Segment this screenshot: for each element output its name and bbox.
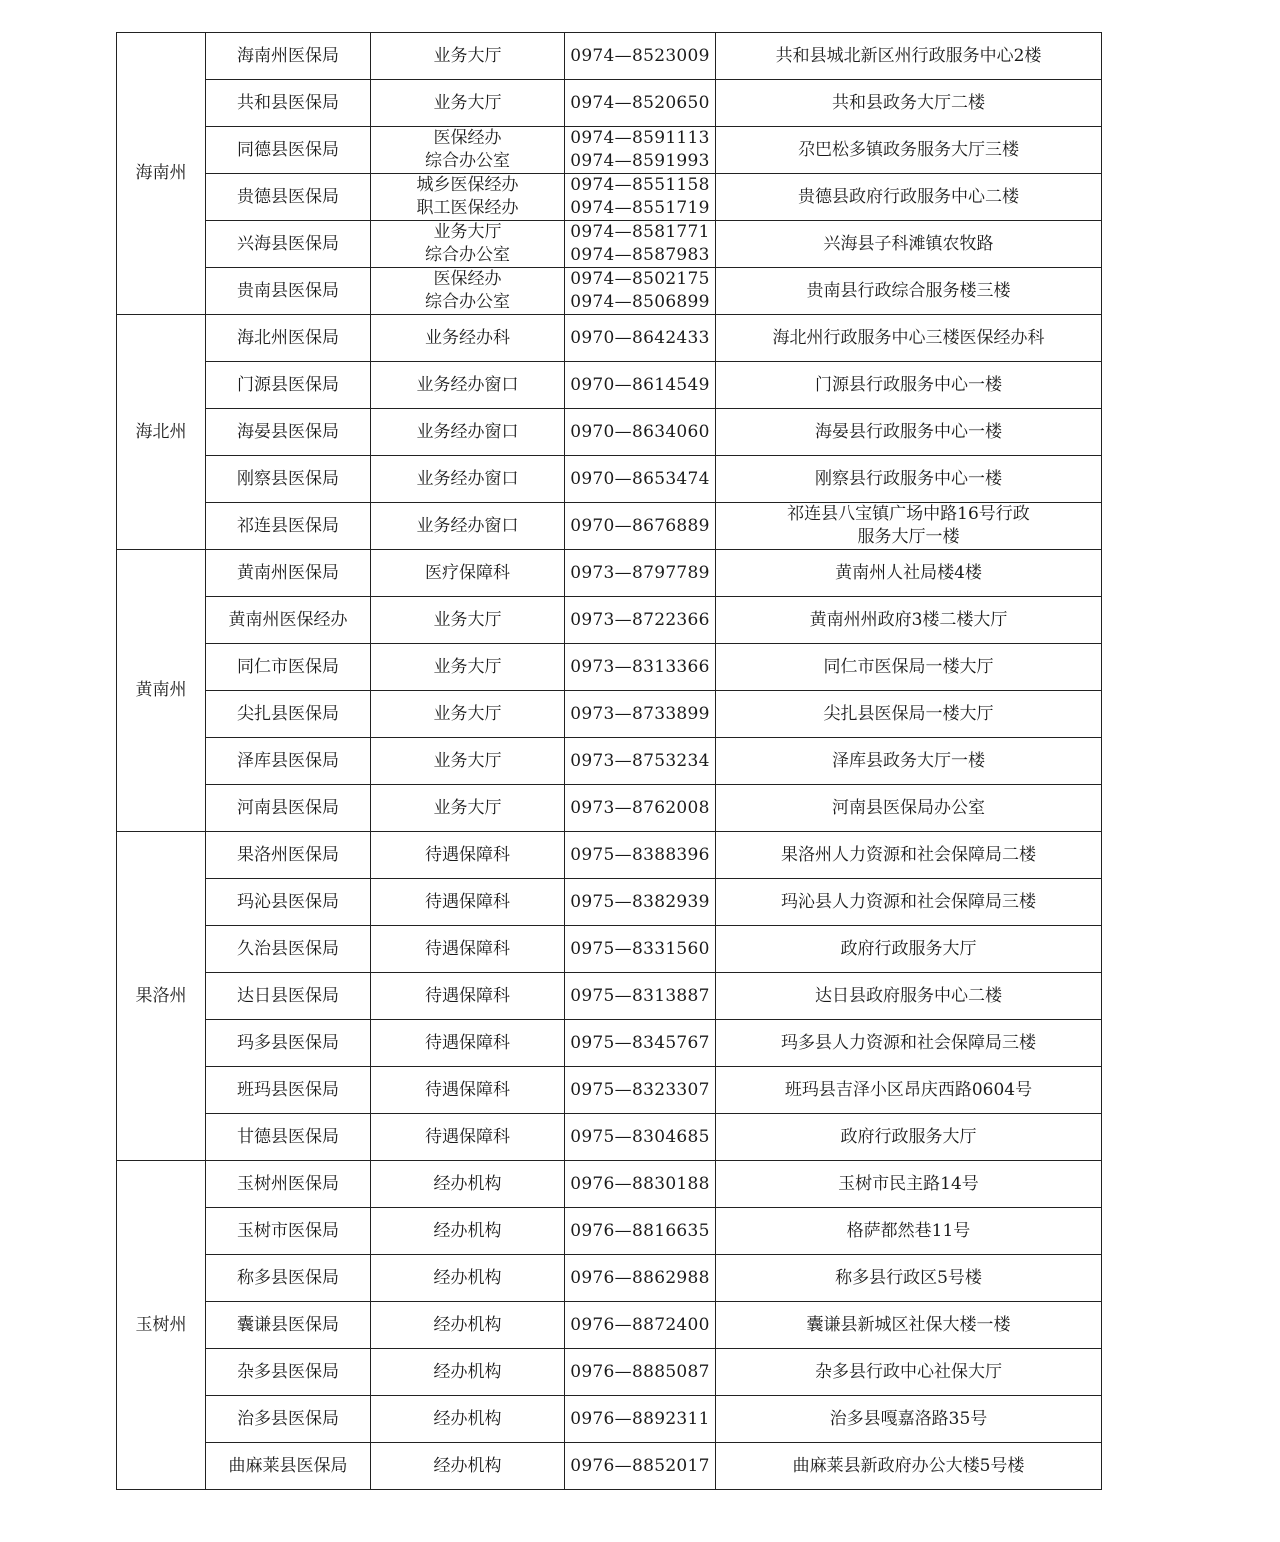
table-row [117, 1067, 1102, 1114]
table-row [117, 268, 1102, 315]
phone-cell-line: 0973—8313366 [570, 656, 710, 677]
phone-cell-line: 0974—8591993 [570, 151, 710, 171]
table-row [117, 1208, 1102, 1255]
address-cell-line: 门源县行政服务中心一楼 [815, 374, 1002, 395]
dept-cell [371, 33, 565, 80]
address-cell [716, 1114, 1102, 1161]
address-cell-line: 果洛州人力资源和社会保障局二楼 [781, 844, 1036, 865]
org-cell: 兴海县医保局 [206, 221, 371, 268]
dept-cell-line: 待遇保障科 [425, 938, 510, 959]
region-cell: 海北州 [117, 315, 206, 550]
phone-cell [565, 550, 716, 597]
phone-cell-line: 0974—8551158 [570, 175, 710, 195]
phone-cell-line: 0970—8614549 [570, 374, 710, 395]
table-row [117, 362, 1102, 409]
address-cell-line: 治多县嘎嘉洛路35号 [829, 1408, 988, 1429]
phone-cell [565, 691, 716, 738]
address-cell [716, 926, 1102, 973]
dept-cell-line: 业务经办窗口 [416, 515, 519, 536]
phone-cell-line: 0975—8331560 [570, 938, 710, 959]
table-row [117, 691, 1102, 738]
org-cell: 玛多县医保局 [206, 1020, 371, 1067]
region-cell: 海南州 [117, 33, 206, 315]
dept-cell [371, 1208, 565, 1255]
address-cell-line: 共和县政务大厅二楼 [832, 92, 985, 113]
dept-cell-line: 经办机构 [433, 1408, 502, 1429]
phone-cell-line: 0973—8733899 [570, 703, 710, 724]
address-cell-line: 称多县行政区5号楼 [835, 1267, 982, 1288]
dept-cell-line: 综合办公室 [425, 151, 510, 171]
org-cell: 久治县医保局 [206, 926, 371, 973]
phone-cell-line: 0974—8551719 [570, 198, 710, 218]
dept-cell [371, 80, 565, 127]
address-cell [716, 127, 1102, 174]
org-cell: 泽库县医保局 [206, 738, 371, 785]
address-cell-line: 达日县政府服务中心二楼 [815, 985, 1002, 1006]
address-cell [716, 268, 1102, 315]
dept-cell-line: 业务经办科 [425, 327, 510, 348]
address-cell [716, 1443, 1102, 1490]
org-cell: 杂多县医保局 [206, 1349, 371, 1396]
address-cell [716, 409, 1102, 456]
table-row [117, 1443, 1102, 1490]
table-row [117, 1349, 1102, 1396]
dept-cell-line: 待遇保障科 [425, 1079, 510, 1100]
dept-cell-line: 城乡医保经办 [416, 175, 519, 195]
address-cell-line: 海晏县行政服务中心一楼 [815, 421, 1002, 442]
dept-cell [371, 1396, 565, 1443]
address-cell [716, 1349, 1102, 1396]
table-row [117, 80, 1102, 127]
dept-cell [371, 174, 565, 221]
address-cell-line: 玛多县人力资源和社会保障局三楼 [781, 1032, 1036, 1053]
dept-cell [371, 550, 565, 597]
address-cell-line: 服务大厅一楼 [857, 527, 960, 547]
table-row [117, 926, 1102, 973]
org-cell: 达日县医保局 [206, 973, 371, 1020]
dept-cell [371, 1020, 565, 1067]
address-cell-line: 政府行政服务大厅 [840, 938, 977, 959]
phone-cell-line: 0974—8581771 [570, 222, 710, 242]
address-cell [716, 1067, 1102, 1114]
table-row [117, 33, 1102, 80]
phone-cell [565, 409, 716, 456]
phone-cell-line: 0974—8591113 [570, 128, 710, 148]
phone-cell [565, 1396, 716, 1443]
region-cell: 玉树州 [117, 1161, 206, 1490]
address-cell-line: 泽库县政务大厅一楼 [832, 750, 985, 771]
phone-cell-line: 0973—8762008 [570, 797, 710, 818]
phone-cell [565, 33, 716, 80]
org-cell: 玉树市医保局 [206, 1208, 371, 1255]
dept-cell-line: 待遇保障科 [425, 844, 510, 865]
address-cell-line: 贵南县行政综合服务楼三楼 [806, 280, 1011, 301]
dept-cell-line: 医保经办 [433, 128, 502, 148]
address-cell-line: 兴海县子科滩镇农牧路 [823, 233, 994, 254]
dept-cell [371, 1302, 565, 1349]
phone-cell [565, 1349, 716, 1396]
table-row [117, 550, 1102, 597]
phone-cell [565, 362, 716, 409]
dept-cell [371, 362, 565, 409]
table-row [117, 1114, 1102, 1161]
phone-cell [565, 785, 716, 832]
table-row [117, 174, 1102, 221]
phone-cell [565, 879, 716, 926]
org-cell: 称多县医保局 [206, 1255, 371, 1302]
phone-cell-line: 0970—8642433 [570, 327, 710, 348]
address-cell [716, 738, 1102, 785]
address-cell-line: 玛沁县人力资源和社会保障局三楼 [781, 891, 1036, 912]
address-cell-line: 尕巴松多镇政务服务大厅三楼 [798, 139, 1019, 160]
phone-cell [565, 1161, 716, 1208]
phone-cell-line: 0975—8382939 [570, 891, 710, 912]
phone-cell-line: 0976—8892311 [570, 1408, 710, 1429]
dept-cell [371, 268, 565, 315]
phone-cell-line: 0976—8852017 [570, 1455, 710, 1476]
dept-cell [371, 1067, 565, 1114]
address-cell-line: 曲麻莱县新政府办公大楼5号楼 [792, 1455, 1025, 1476]
region-cell: 果洛州 [117, 832, 206, 1161]
address-cell-line: 格萨都然巷11号 [846, 1220, 971, 1241]
dept-cell-line: 经办机构 [433, 1455, 502, 1476]
dept-cell-line: 经办机构 [433, 1314, 502, 1335]
dept-cell [371, 785, 565, 832]
phone-cell [565, 1208, 716, 1255]
dept-cell-line: 医疗保障科 [425, 562, 510, 583]
table-row [117, 1396, 1102, 1443]
org-cell: 海北州医保局 [206, 315, 371, 362]
dept-cell [371, 644, 565, 691]
dept-cell [371, 1114, 565, 1161]
phone-cell [565, 268, 716, 315]
phone-cell [565, 1067, 716, 1114]
dept-cell-line: 业务经办窗口 [416, 421, 519, 442]
dept-cell-line: 业务大厅 [433, 92, 502, 113]
org-cell: 门源县医保局 [206, 362, 371, 409]
address-cell-line: 尖扎县医保局一楼大厅 [823, 703, 994, 724]
dept-cell-line: 业务经办窗口 [416, 374, 519, 395]
address-cell [716, 1302, 1102, 1349]
contact-table-body [117, 33, 1102, 1490]
phone-cell-line: 0974—8502175 [570, 269, 710, 289]
address-cell-line: 政府行政服务大厅 [840, 1126, 977, 1147]
address-cell [716, 879, 1102, 926]
address-cell-line: 玉树市民主路14号 [838, 1173, 979, 1194]
region-cell: 黄南州 [117, 550, 206, 832]
phone-cell-line: 0976—8816635 [570, 1220, 710, 1241]
table-row [117, 785, 1102, 832]
table-row [117, 832, 1102, 879]
address-cell-line: 河南县医保局办公室 [832, 797, 985, 818]
dept-cell-line: 经办机构 [433, 1267, 502, 1288]
dept-cell-line: 业务大厅 [433, 45, 502, 66]
org-cell: 曲麻莱县医保局 [206, 1443, 371, 1490]
phone-cell-line: 0973—8753234 [570, 750, 710, 771]
address-cell [716, 503, 1102, 550]
address-cell [716, 1208, 1102, 1255]
org-cell: 尖扎县医保局 [206, 691, 371, 738]
dept-cell [371, 1255, 565, 1302]
dept-cell [371, 691, 565, 738]
dept-cell-line: 业务大厅 [433, 750, 502, 771]
table-row [117, 503, 1102, 550]
org-cell: 河南县医保局 [206, 785, 371, 832]
phone-cell-line: 0973—8722366 [570, 609, 710, 630]
phone-cell [565, 315, 716, 362]
address-cell-line: 黄南州州政府3楼二楼大厅 [809, 609, 1008, 630]
dept-cell-line: 业务大厅 [433, 222, 502, 242]
phone-cell [565, 644, 716, 691]
address-cell [716, 785, 1102, 832]
phone-cell [565, 1020, 716, 1067]
dept-cell-line: 待遇保障科 [425, 985, 510, 1006]
phone-cell [565, 1443, 716, 1490]
phone-cell [565, 1302, 716, 1349]
phone-cell [565, 221, 716, 268]
address-cell [716, 33, 1102, 80]
phone-cell-line: 0975—8388396 [570, 844, 710, 865]
phone-cell [565, 503, 716, 550]
table-row [117, 644, 1102, 691]
address-cell-line: 共和县城北新区州行政服务中心2楼 [775, 45, 1042, 66]
org-cell: 贵南县医保局 [206, 268, 371, 315]
dept-cell-line: 业务大厅 [433, 656, 502, 677]
phone-cell-line: 0976—8885087 [570, 1361, 710, 1382]
address-cell-line: 黄南州人社局楼4楼 [835, 562, 982, 583]
dept-cell [371, 221, 565, 268]
address-cell [716, 644, 1102, 691]
dept-cell-line: 业务大厅 [433, 797, 502, 818]
phone-cell [565, 1114, 716, 1161]
phone-cell-line: 0974—8520650 [570, 92, 710, 113]
org-cell: 海南州医保局 [206, 33, 371, 80]
address-cell [716, 550, 1102, 597]
org-cell: 班玛县医保局 [206, 1067, 371, 1114]
phone-cell-line: 0970—8653474 [570, 468, 710, 489]
address-cell [716, 597, 1102, 644]
phone-cell-line: 0970—8634060 [570, 421, 710, 442]
address-cell [716, 80, 1102, 127]
phone-cell-line: 0975—8313887 [570, 985, 710, 1006]
address-cell-line: 贵德县政府行政服务中心二楼 [798, 186, 1019, 207]
table-row [117, 127, 1102, 174]
dept-cell [371, 597, 565, 644]
phone-cell [565, 127, 716, 174]
table-row [117, 221, 1102, 268]
address-cell-line: 班玛县吉泽小区昂庆西路0604号 [784, 1079, 1033, 1100]
org-cell: 同仁市医保局 [206, 644, 371, 691]
table-row [117, 1302, 1102, 1349]
dept-cell-line: 待遇保障科 [425, 1032, 510, 1053]
dept-cell [371, 1443, 565, 1490]
table-row [117, 1161, 1102, 1208]
org-cell: 祁连县医保局 [206, 503, 371, 550]
table-row [117, 973, 1102, 1020]
dept-cell-line: 医保经办 [433, 269, 502, 289]
org-cell: 果洛州医保局 [206, 832, 371, 879]
address-cell-line: 刚察县行政服务中心一楼 [815, 468, 1002, 489]
phone-cell-line: 0974—8587983 [570, 245, 710, 265]
org-cell: 贵德县医保局 [206, 174, 371, 221]
org-cell: 黄南州医保经办 [206, 597, 371, 644]
address-cell [716, 362, 1102, 409]
table-row [117, 315, 1102, 362]
dept-cell-line: 综合办公室 [425, 245, 510, 265]
dept-cell [371, 738, 565, 785]
table-row [117, 879, 1102, 926]
dept-cell-line: 业务大厅 [433, 703, 502, 724]
address-cell-line: 祁连县八宝镇广场中路16号行政 [787, 504, 1030, 524]
phone-cell-line: 0970—8676889 [570, 515, 710, 536]
address-cell [716, 174, 1102, 221]
dept-cell-line: 待遇保障科 [425, 891, 510, 912]
table-row [117, 1020, 1102, 1067]
org-cell: 黄南州医保局 [206, 550, 371, 597]
phone-cell [565, 926, 716, 973]
phone-cell-line: 0975—8323307 [570, 1079, 710, 1100]
address-cell [716, 456, 1102, 503]
org-cell: 玉树州医保局 [206, 1161, 371, 1208]
org-cell: 共和县医保局 [206, 80, 371, 127]
address-cell-line: 杂多县行政中心社保大厅 [815, 1361, 1002, 1382]
address-cell-line: 同仁市医保局一楼大厅 [823, 656, 994, 677]
address-cell [716, 315, 1102, 362]
dept-cell-line: 综合办公室 [425, 292, 510, 312]
dept-cell-line: 职工医保经办 [416, 198, 519, 218]
table-row [117, 1255, 1102, 1302]
phone-cell-line: 0975—8304685 [570, 1126, 710, 1147]
address-cell [716, 1161, 1102, 1208]
org-cell: 刚察县医保局 [206, 456, 371, 503]
phone-cell-line: 0974—8506899 [570, 292, 710, 312]
dept-cell [371, 926, 565, 973]
dept-cell-line: 待遇保障科 [425, 1126, 510, 1147]
org-cell: 治多县医保局 [206, 1396, 371, 1443]
address-cell [716, 691, 1102, 738]
org-cell: 海晏县医保局 [206, 409, 371, 456]
phone-cell [565, 973, 716, 1020]
org-cell: 甘德县医保局 [206, 1114, 371, 1161]
phone-cell [565, 832, 716, 879]
dept-cell [371, 456, 565, 503]
address-cell [716, 973, 1102, 1020]
phone-cell-line: 0976—8862988 [570, 1267, 710, 1288]
address-cell [716, 832, 1102, 879]
phone-cell-line: 0976—8830188 [570, 1173, 710, 1194]
table-row [117, 409, 1102, 456]
address-cell [716, 1020, 1102, 1067]
dept-cell-line: 业务大厅 [433, 609, 502, 630]
dept-cell [371, 832, 565, 879]
table-row [117, 597, 1102, 644]
phone-cell [565, 80, 716, 127]
table-row [117, 738, 1102, 785]
org-cell: 同德县医保局 [206, 127, 371, 174]
dept-cell-line: 经办机构 [433, 1220, 502, 1241]
dept-cell-line: 经办机构 [433, 1173, 502, 1194]
phone-cell-line: 0973—8797789 [570, 562, 710, 583]
phone-cell [565, 456, 716, 503]
dept-cell [371, 973, 565, 1020]
phone-cell-line: 0975—8345767 [570, 1032, 710, 1053]
address-cell [716, 1255, 1102, 1302]
address-cell [716, 221, 1102, 268]
phone-cell [565, 174, 716, 221]
org-cell: 玛沁县医保局 [206, 879, 371, 926]
dept-cell [371, 503, 565, 550]
address-cell-line: 海北州行政服务中心三楼医保经办科 [772, 327, 1045, 348]
address-cell-line: 囊谦县新城区社保大楼一楼 [806, 1314, 1011, 1335]
phone-cell [565, 597, 716, 644]
dept-cell-line: 业务经办窗口 [416, 468, 519, 489]
dept-cell [371, 879, 565, 926]
dept-cell [371, 409, 565, 456]
contact-table [116, 32, 1102, 1490]
dept-cell [371, 1349, 565, 1396]
table-row [117, 456, 1102, 503]
phone-cell-line: 0976—8872400 [570, 1314, 710, 1335]
phone-cell [565, 1255, 716, 1302]
phone-cell-line: 0974—8523009 [570, 45, 710, 66]
address-cell [716, 1396, 1102, 1443]
dept-cell [371, 127, 565, 174]
dept-cell [371, 1161, 565, 1208]
dept-cell-line: 经办机构 [433, 1361, 502, 1382]
dept-cell [371, 315, 565, 362]
org-cell: 囊谦县医保局 [206, 1302, 371, 1349]
phone-cell [565, 738, 716, 785]
